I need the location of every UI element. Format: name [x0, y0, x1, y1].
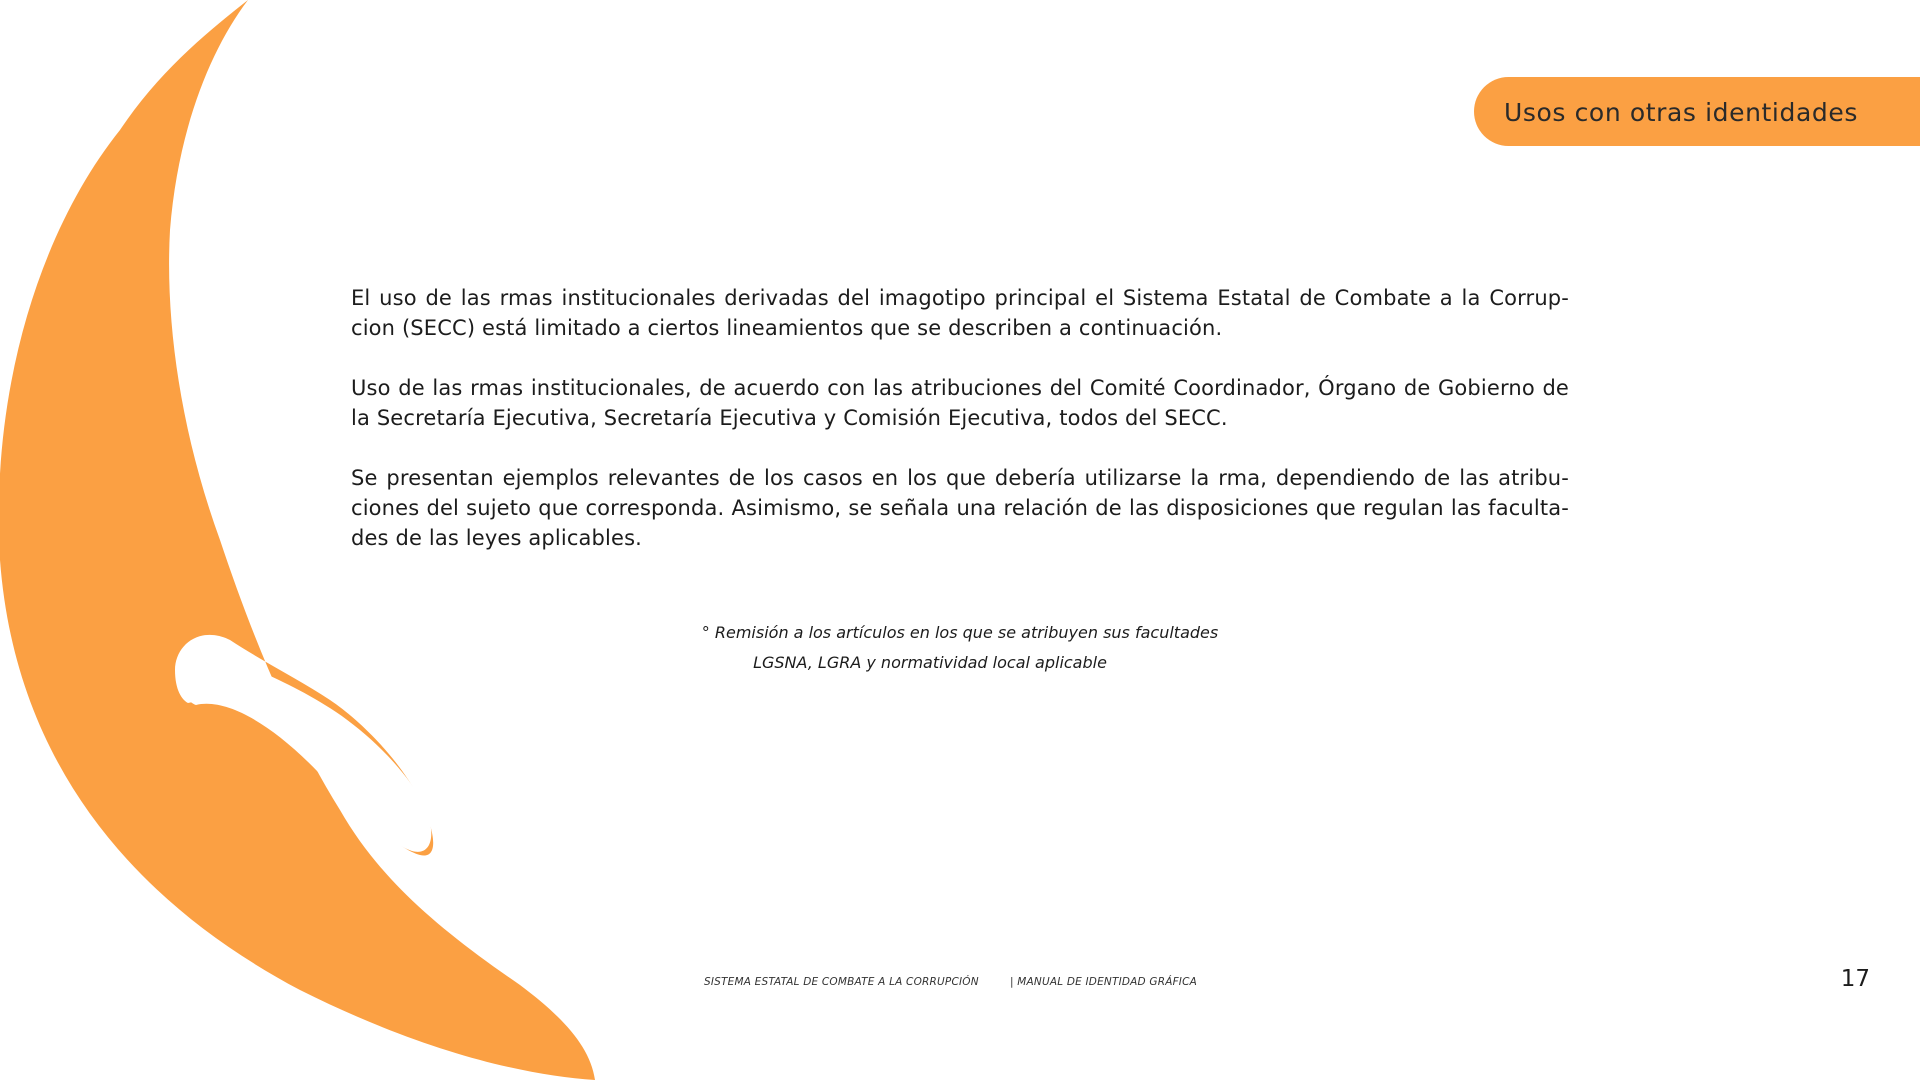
- footer-organization: SISTEMA ESTATAL DE COMBATE A LA CORRUPCIÓN: [704, 976, 979, 988]
- body-paragraph-3: Se presentan ejemplos relevantes de los casos en los que debería utilizarse la rma, dependiendo de las atribu- ciones del sujeto que corresponda. Asimismo, se señala una relación de las disposiciones que regulan las faculta- des de las leyes aplicables.: [351, 466, 1569, 550]
- footer-manual-title: | MANUAL DE IDENTIDAD GRÁFICA: [1010, 976, 1198, 988]
- page-number: 17: [1840, 966, 1870, 992]
- body-paragraph-1: El uso de las rmas institucionales derivadas del imagotipo principal el Sistema Estatal de Combate a la Corrup- cion (SECC) está limitado a ciertos lineamientos que se describen a continuación.: [351, 286, 1569, 340]
- body-paragraph-2: Uso de las rmas institucionales, de acuerdo con las atribuciones del Comité Coordinador, Órgano de Gobierno de la Secretaría Ejecutiva, Secretaría Ejecutiva y Comisión Ejecutiva, todos del SECC.: [351, 376, 1569, 430]
- section-title-tab: [1474, 77, 1920, 146]
- section-title: Usos con otras identidades: [1504, 98, 1858, 127]
- body-text: [351, 283, 1569, 553]
- footnote: [560, 618, 1360, 678]
- footnote-line-2: LGSNA, LGRA y normatividad local aplicable: [753, 653, 1107, 672]
- footnote-line-1: ° Remisión a los artículos en los que se atribuyen sus facultades: [701, 623, 1219, 642]
